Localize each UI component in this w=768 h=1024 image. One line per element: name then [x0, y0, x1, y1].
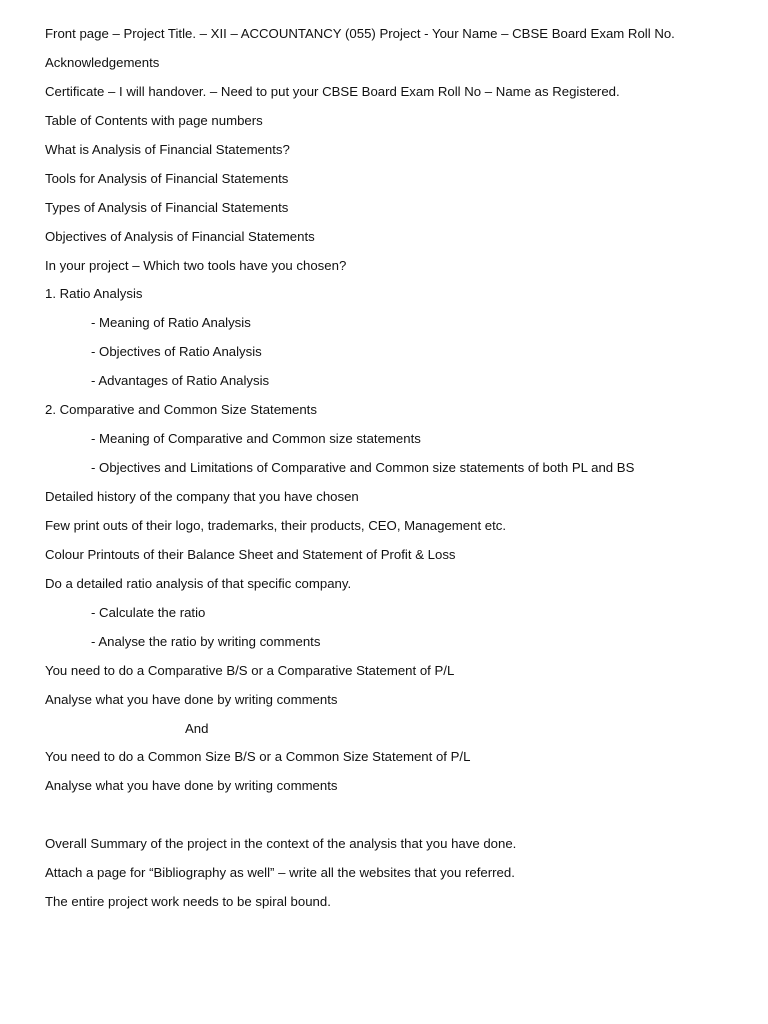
line-and: And — [185, 720, 209, 736]
subline-advantages-ratio: - Advantages of Ratio Analysis — [91, 373, 270, 389]
instruction-list — [45, 24, 745, 921]
line-analyse-common-size: Analyse what you have done by writing comments — [45, 778, 338, 794]
line-table-of-contents: Table of Contents with page numbers — [45, 112, 263, 128]
subline-meaning-ratio: - Meaning of Ratio Analysis — [91, 315, 251, 331]
line-tools-for-analysis: Tools for Analysis of Financial Statements — [45, 170, 289, 186]
line-analyse-comparative: Analyse what you have done by writing comments — [45, 691, 338, 707]
line-bibliography: Attach a page for “Bibliography as well” – write all the websites that you referred. — [45, 865, 515, 881]
line-types-of-analysis: Types of Analysis of Financial Statements — [45, 199, 289, 215]
subline-meaning-comparative: - Meaning of Comparative and Common size statements — [91, 431, 421, 447]
line-comparative-common-size: 2. Comparative and Common Size Statements — [45, 402, 317, 418]
line-ratio-analysis: 1. Ratio Analysis — [45, 286, 143, 302]
line-company-history: Detailed history of the company that you have chosen — [45, 489, 359, 504]
line-detailed-ratio-analysis: Do a detailed ratio analysis of that specific company. — [45, 575, 352, 591]
line-spiral-bound: The entire project work needs to be spiral bound. — [45, 894, 331, 910]
line-overall-summary: Overall Summary of the project in the context of the analysis that you have done. — [45, 836, 517, 852]
line-what-is-analysis: What is Analysis of Financial Statements? — [45, 141, 290, 157]
subline-objectives-limitations: - Objectives and Limitations of Comparative and Common size statements of both PL and BS — [91, 460, 635, 476]
line-acknowledgements: Acknowledgements — [45, 54, 160, 70]
subline-calculate-ratio: - Calculate the ratio — [91, 604, 206, 620]
line-certificate: Certificate – I will handover. – Need to put your CBSE Board Exam Roll No – Name as Registered. — [45, 83, 620, 99]
line-common-size-bs: You need to do a Common Size B/S or a Common Size Statement of P/L — [45, 749, 471, 765]
subline-analyse-ratio: - Analyse the ratio by writing comments — [91, 633, 321, 649]
subline-objectives-ratio: - Objectives of Ratio Analysis — [91, 344, 262, 360]
line-comparative-bs: You need to do a Comparative B/S or a Comparative Statement of P/L — [45, 662, 455, 678]
line-two-tools-question: In your project – Which two tools have you chosen? — [45, 257, 347, 273]
blank-spacer — [45, 805, 745, 834]
line-objectives-of-analysis: Objectives of Analysis of Financial Statements — [45, 228, 315, 244]
line-front-page: Front page – Project Title. – XII – ACCOUNTANCY (055) Project - Your Name – CBSE Board Exam Roll No. — [45, 26, 675, 41]
line-print-outs: Few print outs of their logo, trademarks, their products, CEO, Management etc. — [45, 517, 507, 533]
line-colour-printouts: Colour Printouts of their Balance Sheet and Statement of Profit & Loss — [45, 546, 456, 562]
